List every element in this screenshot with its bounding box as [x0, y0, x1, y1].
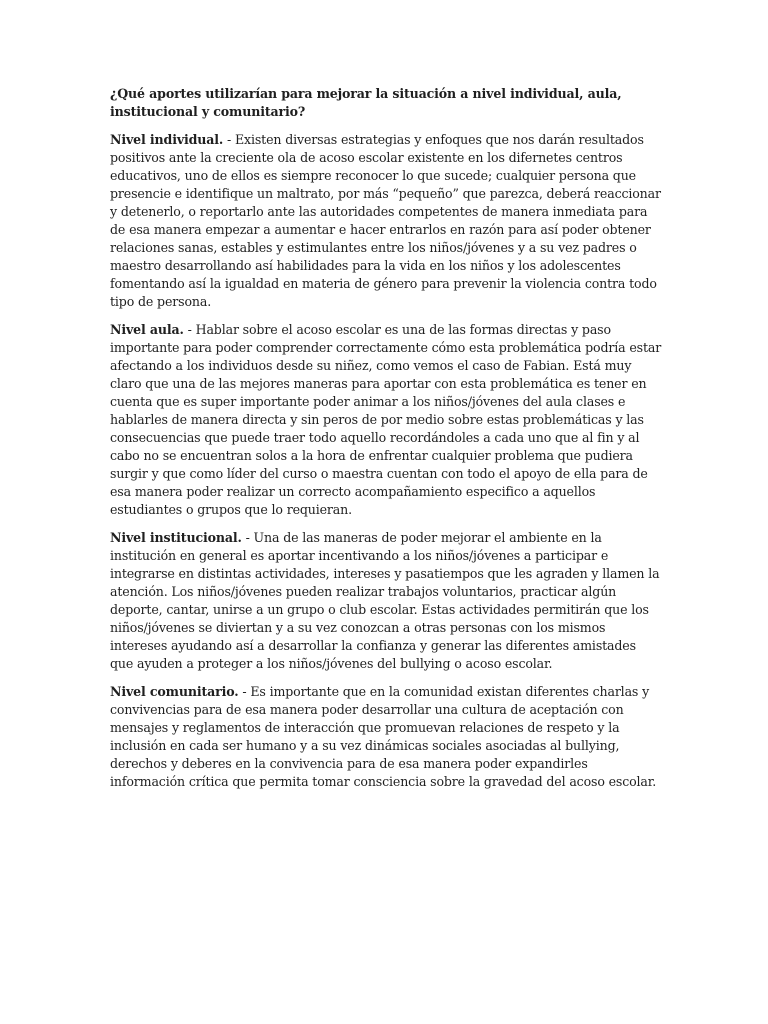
section-heading: Nivel aula.	[110, 322, 184, 337]
section-nivel-institucional	[110, 529, 662, 673]
section-nivel-comunitario	[110, 683, 662, 791]
section-nivel-aula	[110, 321, 662, 519]
question-heading: ¿Qué aportes utilizarían para mejorar la situación a nivel individual, aula, institucional y comunitario?	[110, 86, 622, 119]
section-text: - Hablar sobre el acoso escolar es una de las formas directas y paso importante para poder comprender correctamente cómo esta problemática podría estar afectando a los individuos desde su niñez, como vemos el caso de Fabian. Está muy claro que una de las mejores maneras para aportar con esta problemática es tener en cuenta que es super importante poder animar a los niños/jóvenes del aula clases e hablarles de manera directa y sin peros de por medio sobre estas problemáticas y las consecuencias que puede traer todo aquello recordándoles a cada uno que al fin y al cabo no se encuentran solos a la hora de enfrentar cualquier problema que pudiera surgir y que como líder del curso o maestra cuentan con todo el apoyo de ella para de esa manera poder realizar un correcto acompañamiento especifico a aquellos estudiantes o grupos que lo requieran.	[110, 322, 662, 517]
section-heading: Nivel comunitario.	[110, 684, 239, 699]
section-heading: Nivel institucional.	[110, 530, 242, 545]
section-nivel-individual	[110, 131, 662, 311]
section-text: - Una de las maneras de poder mejorar el ambiente en la institución en general es aportar incentivando a los niños/jóvenes a participar e integrarse en distintas actividades, intereses y pasatiempos que les agraden y llamen la atención. Los niños/jóvenes pueden realizar trabajos voluntarios, practicar algún deporte, cantar, unirse a un grupo o club escolar. Estas actividades permitirán que los niños/jóvenes se diviertan y a su vez conozcan a otras personas con los mismos intereses ayudando así a desarrollar la confianza y generar las diferentes amistades que ayuden a proteger a los niños/jóvenes del bullying o acoso escolar.	[110, 530, 660, 671]
section-text: - Existen diversas estrategias y enfoques que nos darán resultados positivos ante la creciente ola de acoso escolar existente en los difernetes centros educativos, uno de ellos es siempre reconocer lo que sucede; cualquier persona que presencie e identifique un maltrato, por más “pequeño” que parezca, deberá reaccionar y detenerlo, o reportarlo ante las autoridades competentes de manera inmediata para de esa manera empezar a aumentar e hacer entrarlos en razón para así poder obtener relaciones sanas, estables y estimulantes entre los niños/jóvenes y a su vez padres o maestro desarrollando así habilidades para la vida en los niños y los adolescentes fomentando así la igualdad en materia de género para prevenir la violencia contra todo tipo de persona.	[110, 132, 661, 309]
section-heading: Nivel individual.	[110, 132, 224, 147]
document-body	[110, 85, 662, 801]
section-text: - Es importante que en la comunidad existan diferentes charlas y convivencias para de esa manera poder desarrollar una cultura de aceptación con mensajes y reglamentos de interacción que promuevan relaciones de respeto y la inclusión en cada ser humano y a su vez dinámicas sociales asociadas al bullying, derechos y deberes en la convivencia para de esa manera poder expandirles información crítica que permita tomar consciencia sobre la gravedad del acoso escolar.	[110, 684, 657, 789]
